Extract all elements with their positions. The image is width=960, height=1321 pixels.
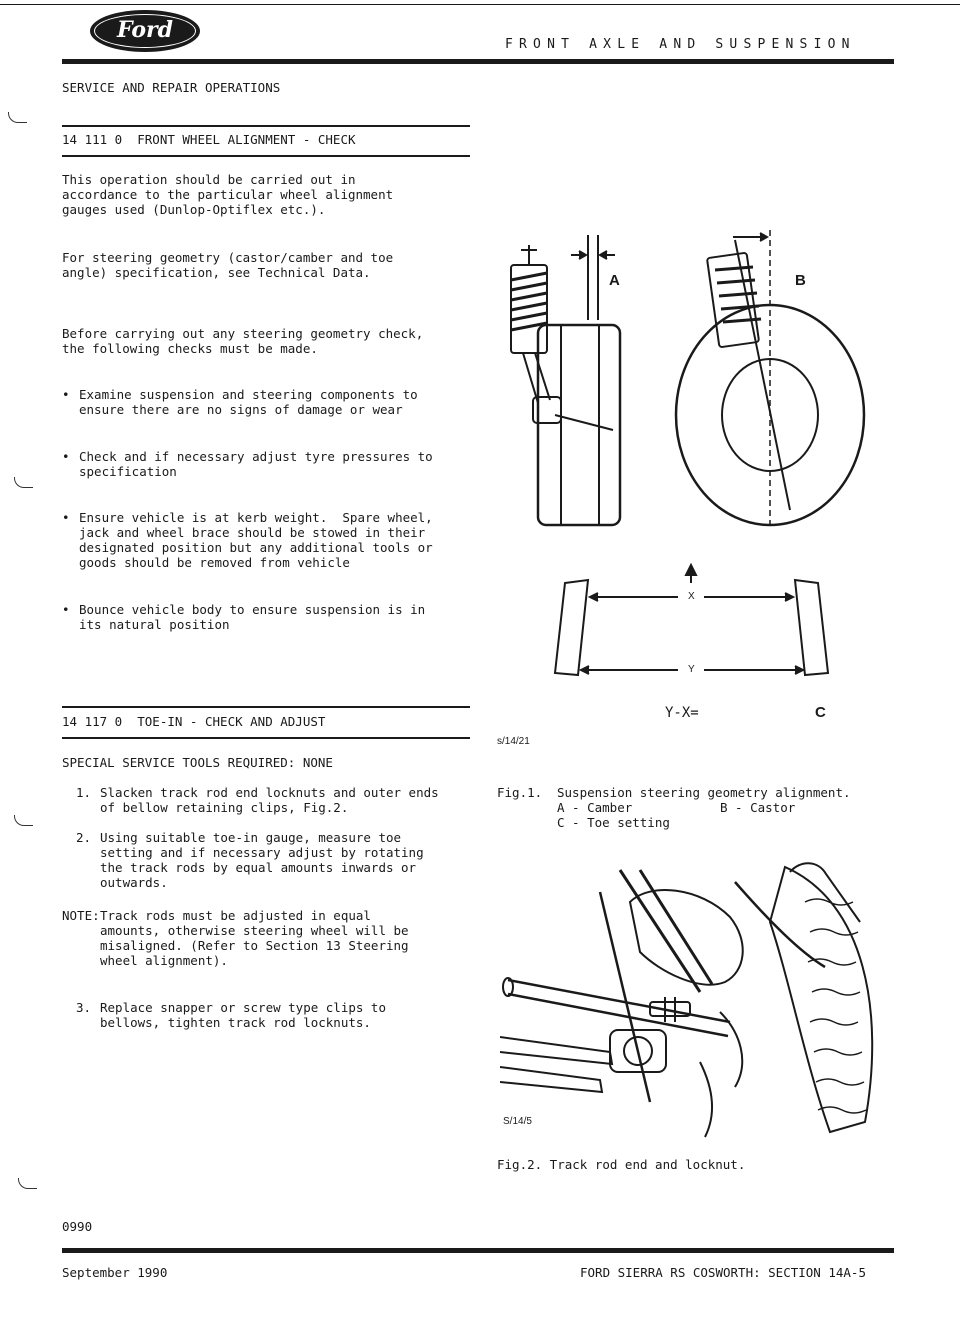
page-code: 0990 [62,1219,93,1234]
bullet-item: Bounce vehicle body to ensure suspension is in its natural position [79,602,426,632]
fig1-label-a: A [609,272,620,289]
bullet-dot: • [62,602,70,617]
fig1-caption-title: Suspension steering geometry alignment. [557,785,851,800]
step-text: Slacken track rod end locknuts and outer ends of bellow retaining clips, Fig.2. [100,785,439,815]
op2-title: 14 117 0 TOE-IN - CHECK AND ADJUST [62,714,326,729]
step-text: Using suitable toe-in gauge, measure toe setting and if necessary adjust by rotating the track rods by equal amounts inwards or outwards. [100,830,424,890]
fig1-label-x: X [688,591,695,602]
ford-logo [90,10,200,52]
bullet-dot: • [62,510,70,525]
fig2-illustration [500,862,885,1142]
bullet-item: Examine suspension and steering components to ensure there are no signs of damage or wear [79,387,418,417]
margin-mark [18,1178,37,1189]
bullet-dot: • [62,449,70,464]
top-rule [0,4,960,5]
op2-tools: SPECIAL SERVICE TOOLS REQUIRED: NONE [62,755,333,770]
castor-view [676,230,864,525]
margin-mark [14,815,33,826]
note-text: Track rods must be adjusted in equal amounts, otherwise steering wheel will be misaligned. (Refer to Section 13 Steering wheel alignment). [100,908,409,968]
step-number: 3. [76,1000,92,1015]
fig1-label-y: Y [688,664,695,675]
section-title: FRONT AXLE AND SUSPENSION [505,37,856,52]
step-number: 1. [76,785,92,800]
op1-title: 14 111 0 FRONT WHEEL ALIGNMENT - CHECK [62,132,356,147]
footer-manual-ref: FORD SIERRA RS COSWORTH: SECTION 14A-5 [580,1265,866,1280]
margin-mark [8,112,27,123]
header-rule [62,59,894,64]
fig1-caption-a: A - Camber [557,800,633,815]
fig1-caption-b: B - Castor [720,800,796,815]
page-heading: SERVICE AND REPAIR OPERATIONS [62,80,281,95]
margin-mark [14,477,33,488]
fig1-label-c: C [815,704,826,721]
op2-rule-top [62,706,470,708]
op2-rule-bottom [62,737,470,739]
camber-view [511,235,620,525]
note-label: NOTE: [62,908,100,923]
step-text: Replace snapper or screw type clips to bellows, tighten track rod locknuts. [100,1000,386,1030]
fig2-caption: Fig.2. Track rod end and locknut. [497,1157,746,1172]
fig1-illustration [495,225,890,695]
bullet-dot: • [62,387,70,402]
op1-para-2: For steering geometry (castor/camber and toe angle) specification, see Technical Data. [62,250,394,280]
op1-para-3: Before carrying out any steering geometry check, the following checks must be made. [62,326,424,356]
op1-rule-bottom [62,155,470,157]
fig2-ref: S/14/5 [503,1116,532,1127]
fig1-label-b: B [795,272,806,289]
op1-para-1: This operation should be carried out in accordance to the particular wheel alignment gauges used (Dunlop-Optiflex etc.). [62,172,394,217]
toe-view [555,565,828,675]
ford-logo-text: Ford [116,17,174,43]
bullet-item: Check and if necessary adjust tyre pressures to specification [79,449,433,479]
fig1-formula: Y-X= [665,705,699,721]
bullet-item: Ensure vehicle is at kerb weight. Spare wheel, jack and wheel brace should be stowed in their designated position but any additional tools or goods should be removed from vehicle [79,510,433,570]
footer-date: September 1990 [62,1265,168,1280]
fig1-caption-c: C - Toe setting [557,815,670,830]
fig1-caption-head: Fig.1. [497,785,543,800]
step-number: 2. [76,830,92,845]
footer-rule [62,1248,894,1253]
op1-rule-top [62,125,470,127]
fig1-ref: s/14/21 [497,736,530,747]
